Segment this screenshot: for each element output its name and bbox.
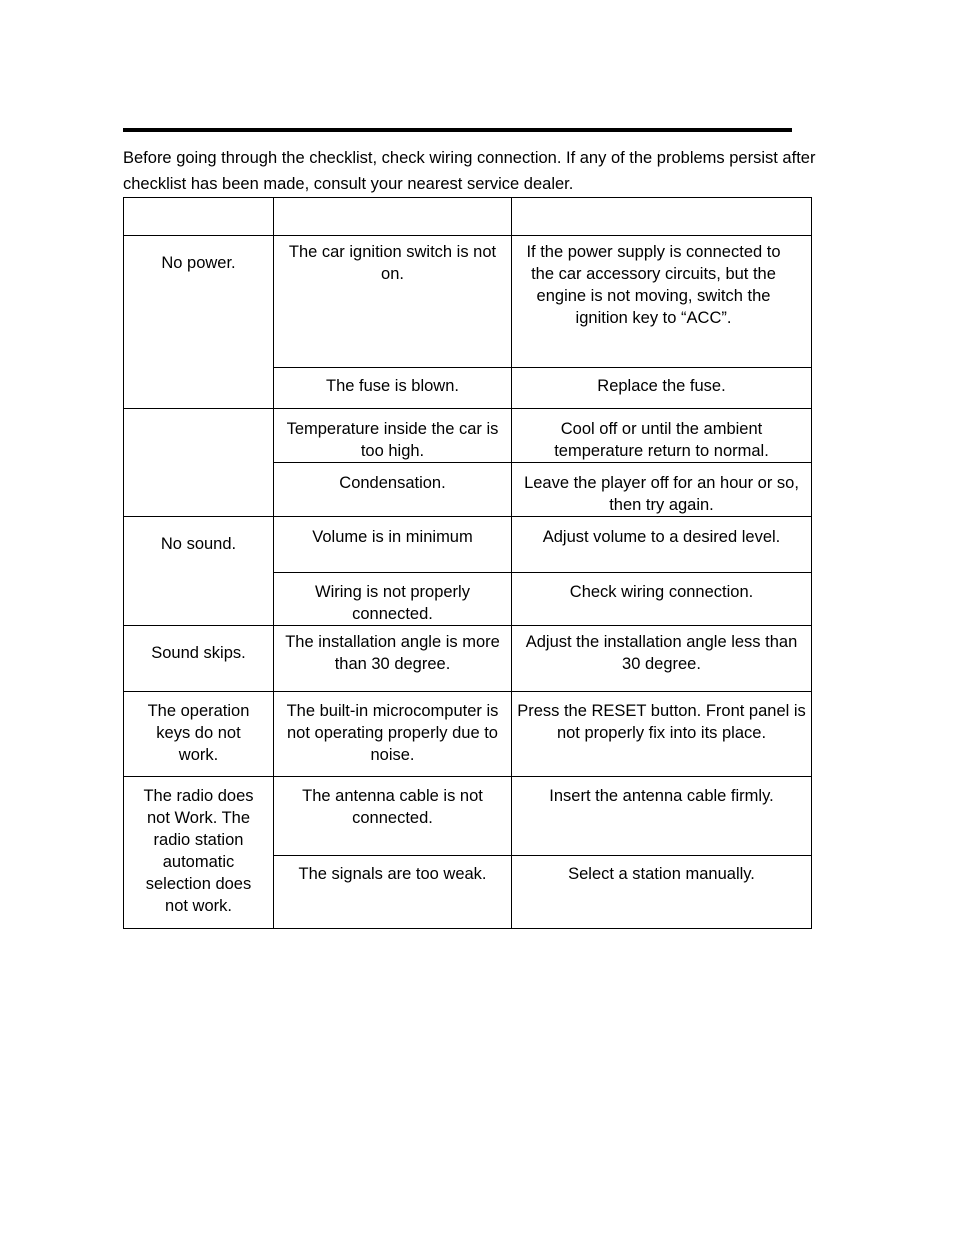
symptom-cell: Sound skips. <box>124 626 274 692</box>
table-row <box>124 777 812 856</box>
cause-cell: Condensation. <box>274 463 512 517</box>
solution-cell: Adjust the installation angle less than 30 degree. <box>512 626 812 692</box>
section-divider <box>123 128 792 132</box>
cause-cell: The car ignition switch is not on. <box>274 236 512 368</box>
symptom-cell <box>124 409 274 517</box>
solution-cell: Check wiring connection. <box>512 573 812 626</box>
table-header-row <box>124 198 812 236</box>
cause-cell: The antenna cable is not connected. <box>274 777 512 856</box>
table-row <box>124 517 812 573</box>
solution-cell: If the power supply is connected to the car accessory circuits, but the engine is not moving, switch the ignition key to “ACC”. <box>512 236 812 368</box>
header-cause <box>274 198 512 236</box>
symptom-cell: No power. <box>124 236 274 409</box>
solution-cell: Cool off or until the ambient temperature return to normal. <box>512 409 812 463</box>
symptom-cell: The operation keys do not work. <box>124 692 274 777</box>
solution-cell: Insert the antenna cable firmly. <box>512 777 812 856</box>
symptom-cell: The radio does not Work. The radio station automatic selection does not work. <box>124 777 274 929</box>
solution-cell: Adjust volume to a desired level. <box>512 517 812 573</box>
solution-cell: Select a station manually. <box>512 856 812 929</box>
troubleshooting-table <box>123 197 812 929</box>
table-row <box>124 236 812 368</box>
table-row <box>124 626 812 692</box>
cause-cell: The installation angle is more than 30 degree. <box>274 626 512 692</box>
cause-cell: The built-in microcomputer is not operating properly due to noise. <box>274 692 512 777</box>
cause-cell: Volume is in minimum <box>274 517 512 573</box>
cause-cell: The signals are too weak. <box>274 856 512 929</box>
header-symptom <box>124 198 274 236</box>
symptom-cell: No sound. <box>124 517 274 626</box>
cause-cell: The fuse is blown. <box>274 368 512 409</box>
table-row <box>124 409 812 463</box>
cause-cell: Wiring is not properly connected. <box>274 573 512 626</box>
solution-cell: Leave the player off for an hour or so, then try again. <box>512 463 812 517</box>
table-row <box>124 692 812 777</box>
solution-cell: Replace the fuse. <box>512 368 812 409</box>
cause-cell: Temperature inside the car is too high. <box>274 409 512 463</box>
solution-cell: Press the RESET button. Front panel is not properly fix into its place. <box>512 692 812 777</box>
header-solution <box>512 198 812 236</box>
intro-text: Before going through the checklist, check wiring connection. If any of the problems persist after checklist has been made, consult your nearest service dealer. <box>123 149 816 193</box>
